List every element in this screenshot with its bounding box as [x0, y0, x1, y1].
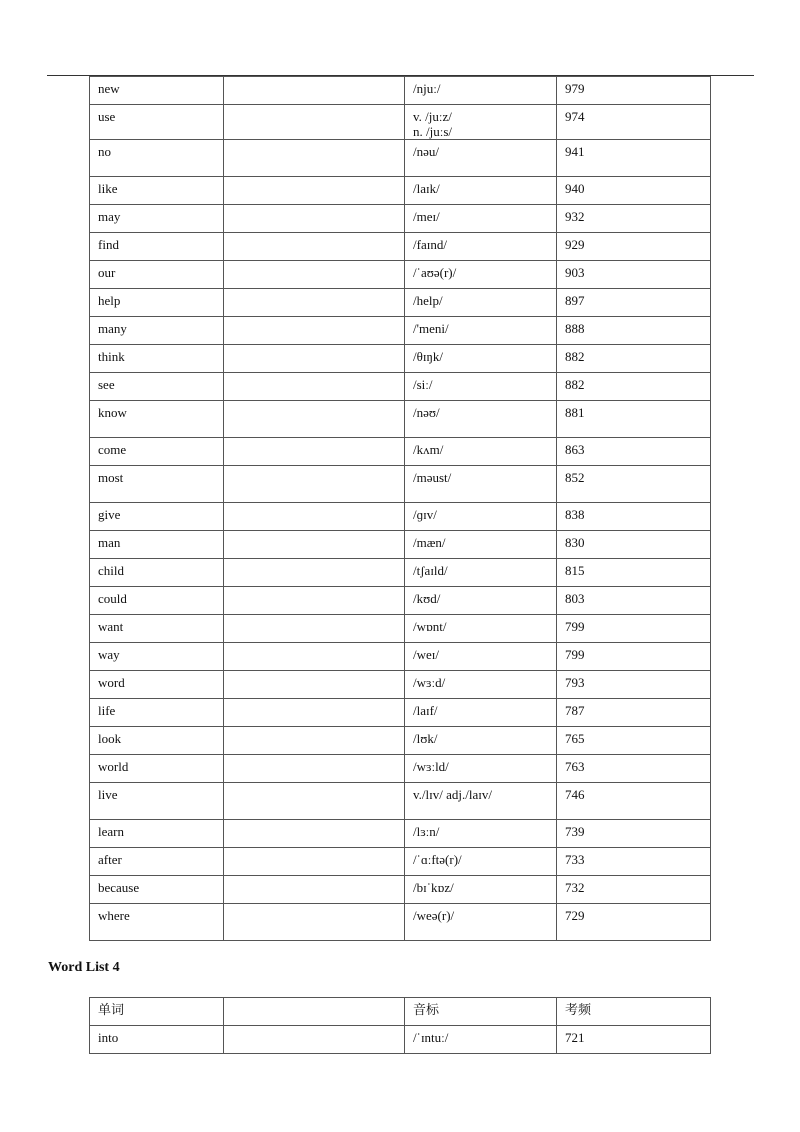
- word-cell: many: [90, 317, 224, 345]
- table-row: [90, 587, 711, 615]
- frequency-cell: 852: [557, 466, 711, 503]
- table-row: [90, 77, 711, 105]
- table-row: [90, 531, 711, 559]
- word-cell: know: [90, 401, 224, 438]
- table-row: [90, 503, 711, 531]
- frequency-cell: 721: [557, 1026, 711, 1054]
- table-row: [90, 1026, 711, 1054]
- meaning-cell: [224, 559, 405, 587]
- frequency-cell: 979: [557, 77, 711, 105]
- header-meaning: [224, 998, 405, 1026]
- meaning-cell: [224, 289, 405, 317]
- frequency-cell: 732: [557, 876, 711, 904]
- header-frequency: 考频: [557, 998, 711, 1026]
- word-cell: new: [90, 77, 224, 105]
- pronunciation-cell: /bɪˈkɒz/: [405, 876, 557, 904]
- meaning-cell: [224, 699, 405, 727]
- pronunciation-cell: /ˈɑːftə(r)/: [405, 848, 557, 876]
- word-cell: no: [90, 140, 224, 177]
- table-header-row: [90, 998, 711, 1026]
- table-row: [90, 848, 711, 876]
- meaning-cell: [224, 77, 405, 105]
- word-cell: could: [90, 587, 224, 615]
- table-row: [90, 783, 711, 820]
- table-row: [90, 317, 711, 345]
- meaning-cell: [224, 531, 405, 559]
- table-row: [90, 373, 711, 401]
- word-cell: see: [90, 373, 224, 401]
- header-word: 单词: [90, 998, 224, 1026]
- pronunciation-cell: /meɪ/: [405, 205, 557, 233]
- table-row: [90, 643, 711, 671]
- meaning-cell: [224, 105, 405, 140]
- word-cell: want: [90, 615, 224, 643]
- pronunciation-cell: /tʃaɪld/: [405, 559, 557, 587]
- meaning-cell: [224, 140, 405, 177]
- meaning-cell: [224, 848, 405, 876]
- meaning-cell: [224, 904, 405, 941]
- pronunciation-cell: /ˈɪntuː/: [405, 1026, 557, 1054]
- word-cell: learn: [90, 820, 224, 848]
- meaning-cell: [224, 317, 405, 345]
- frequency-cell: 838: [557, 503, 711, 531]
- pronunciation-cell: /laɪk/: [405, 177, 557, 205]
- meaning-cell: [224, 727, 405, 755]
- frequency-cell: 799: [557, 643, 711, 671]
- word-cell: use: [90, 105, 224, 140]
- pronunciation-cell: /njuː/: [405, 77, 557, 105]
- pronunciation-cell: /lɜːn/: [405, 820, 557, 848]
- pronunciation-cell: /kʊd/: [405, 587, 557, 615]
- meaning-cell: [224, 783, 405, 820]
- frequency-cell: 940: [557, 177, 711, 205]
- word-cell: may: [90, 205, 224, 233]
- table-row: [90, 438, 711, 466]
- word-cell: into: [90, 1026, 224, 1054]
- meaning-cell: [224, 587, 405, 615]
- meaning-cell: [224, 233, 405, 261]
- frequency-cell: 763: [557, 755, 711, 783]
- word-list-4-table: [89, 997, 711, 1054]
- pronunciation-cell: /wɒnt/: [405, 615, 557, 643]
- table-row: [90, 615, 711, 643]
- table-row: [90, 345, 711, 373]
- meaning-cell: [224, 373, 405, 401]
- meaning-cell: [224, 177, 405, 205]
- frequency-cell: 974: [557, 105, 711, 140]
- pronunciation-cell: /nəu/: [405, 140, 557, 177]
- word-cell: look: [90, 727, 224, 755]
- table-row: [90, 261, 711, 289]
- frequency-cell: 903: [557, 261, 711, 289]
- pronunciation-cell: /θɪŋk/: [405, 345, 557, 373]
- frequency-cell: 882: [557, 345, 711, 373]
- pronunciation-cell: /ˈaʊə(r)/: [405, 261, 557, 289]
- meaning-cell: [224, 503, 405, 531]
- frequency-cell: 929: [557, 233, 711, 261]
- word-cell: word: [90, 671, 224, 699]
- meaning-cell: [224, 643, 405, 671]
- meaning-cell: [224, 466, 405, 503]
- pronunciation-cell: /'meni/: [405, 317, 557, 345]
- pronunciation-cell: /faɪnd/: [405, 233, 557, 261]
- meaning-cell: [224, 876, 405, 904]
- frequency-cell: 803: [557, 587, 711, 615]
- word-list-4-title: Word List 4: [48, 960, 120, 975]
- frequency-cell: 897: [557, 289, 711, 317]
- frequency-cell: 765: [557, 727, 711, 755]
- meaning-cell: [224, 205, 405, 233]
- word-cell: because: [90, 876, 224, 904]
- table-row: [90, 727, 711, 755]
- meaning-cell: [224, 345, 405, 373]
- pronunciation-cell: /məust/: [405, 466, 557, 503]
- meaning-cell: [224, 1026, 405, 1054]
- frequency-cell: 941: [557, 140, 711, 177]
- table-row: [90, 876, 711, 904]
- pronunciation-cell: v./lɪv/ adj./laɪv/: [405, 783, 557, 820]
- table-row: [90, 140, 711, 177]
- frequency-cell: 881: [557, 401, 711, 438]
- meaning-cell: [224, 401, 405, 438]
- pronunciation-cell: /kʌm/: [405, 438, 557, 466]
- frequency-cell: 815: [557, 559, 711, 587]
- word-list-3-table: [89, 76, 711, 941]
- frequency-cell: 932: [557, 205, 711, 233]
- pronunciation-cell: /weə(r)/: [405, 904, 557, 941]
- frequency-cell: 799: [557, 615, 711, 643]
- pronunciation-cell: /weɪ/: [405, 643, 557, 671]
- table-row: [90, 671, 711, 699]
- header-pronunciation: 音标: [405, 998, 557, 1026]
- word-cell: way: [90, 643, 224, 671]
- pronunciation-cell: /help/: [405, 289, 557, 317]
- meaning-cell: [224, 615, 405, 643]
- table-row: [90, 289, 711, 317]
- pronunciation-cell: /ɡɪv/: [405, 503, 557, 531]
- frequency-cell: 830: [557, 531, 711, 559]
- frequency-cell: 793: [557, 671, 711, 699]
- word-cell: give: [90, 503, 224, 531]
- frequency-cell: 882: [557, 373, 711, 401]
- table-row: [90, 177, 711, 205]
- word-cell: help: [90, 289, 224, 317]
- table-row: [90, 755, 711, 783]
- word-cell: think: [90, 345, 224, 373]
- pronunciation-cell: /wɜːld/: [405, 755, 557, 783]
- table-row: [90, 105, 711, 140]
- table-row: [90, 904, 711, 941]
- pronunciation-cell: v. /juːz/ n. /juːs/: [405, 105, 557, 140]
- meaning-cell: [224, 671, 405, 699]
- pronunciation-cell: /lʊk/: [405, 727, 557, 755]
- word-cell: most: [90, 466, 224, 503]
- meaning-cell: [224, 755, 405, 783]
- table-row: [90, 559, 711, 587]
- pronunciation-cell: /laɪf/: [405, 699, 557, 727]
- word-cell: child: [90, 559, 224, 587]
- frequency-cell: 733: [557, 848, 711, 876]
- table-row: [90, 233, 711, 261]
- word-cell: after: [90, 848, 224, 876]
- pronunciation-cell: /wɜːd/: [405, 671, 557, 699]
- word-cell: live: [90, 783, 224, 820]
- pronunciation-cell: /siː/: [405, 373, 557, 401]
- pronunciation-cell: /nəʊ/: [405, 401, 557, 438]
- meaning-cell: [224, 261, 405, 289]
- pronunciation-cell: /mæn/: [405, 531, 557, 559]
- word-cell: where: [90, 904, 224, 941]
- frequency-cell: 863: [557, 438, 711, 466]
- frequency-cell: 888: [557, 317, 711, 345]
- table-row: [90, 205, 711, 233]
- word-cell: come: [90, 438, 224, 466]
- word-cell: our: [90, 261, 224, 289]
- word-cell: find: [90, 233, 224, 261]
- frequency-cell: 739: [557, 820, 711, 848]
- word-cell: world: [90, 755, 224, 783]
- word-cell: life: [90, 699, 224, 727]
- meaning-cell: [224, 820, 405, 848]
- table-row: [90, 401, 711, 438]
- word-cell: like: [90, 177, 224, 205]
- frequency-cell: 729: [557, 904, 711, 941]
- frequency-cell: 746: [557, 783, 711, 820]
- meaning-cell: [224, 438, 405, 466]
- table-row: [90, 699, 711, 727]
- table-row: [90, 466, 711, 503]
- word-cell: man: [90, 531, 224, 559]
- table-row: [90, 820, 711, 848]
- frequency-cell: 787: [557, 699, 711, 727]
